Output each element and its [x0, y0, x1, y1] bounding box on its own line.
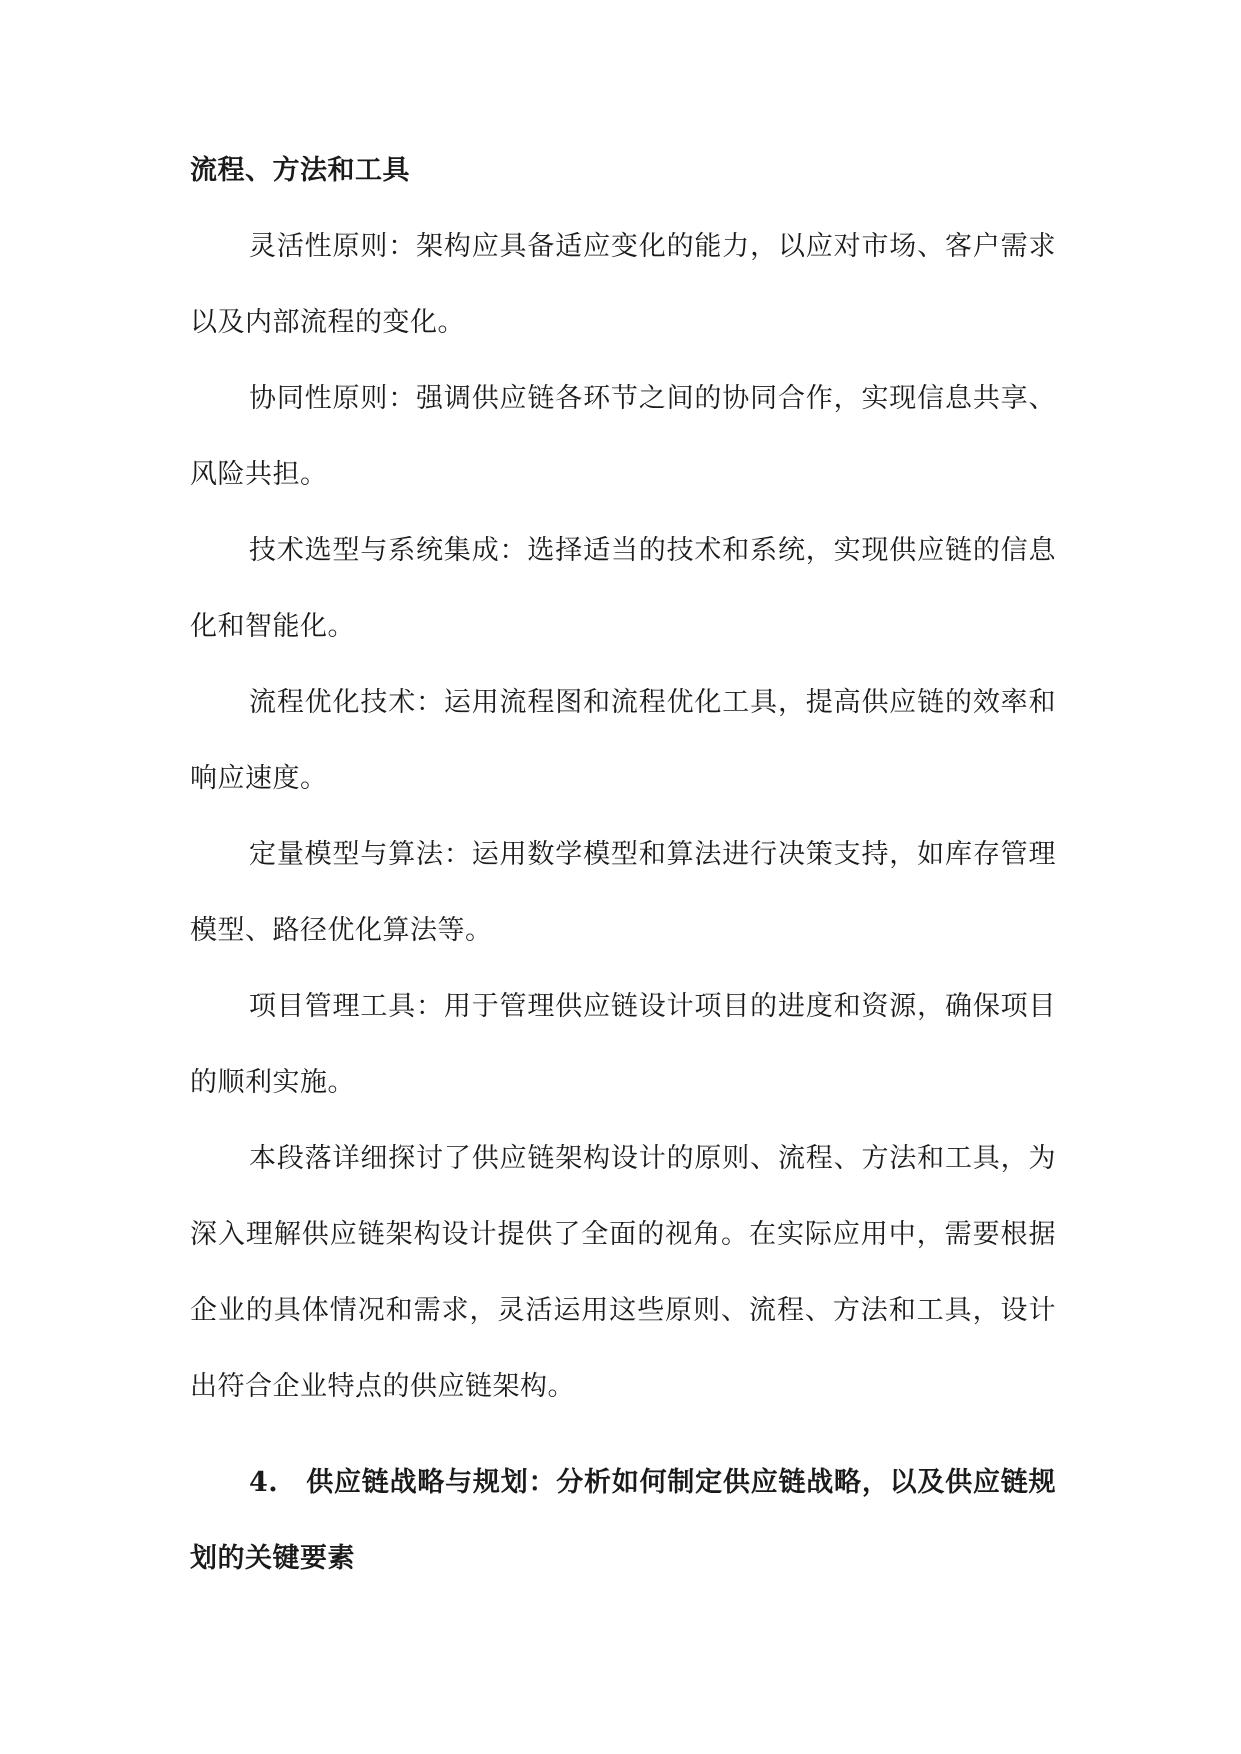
- paragraph-project-management-tools: 项目管理工具：用于管理供应链设计项目的进度和资源，确保项目的顺利实施。: [190, 991, 1056, 1098]
- paragraph-collaboration-principle: 协同性原则：强调供应链各环节之间的协同合作，实现信息共享、风险共担。: [190, 383, 1056, 490]
- paragraph-flexibility-principle: 灵活性原则：架构应具备适应变化的能力，以应对市场、客户需求以及内部流程的变化。: [190, 231, 1056, 338]
- paragraph-technology-selection: 技术选型与系统集成：选择适当的技术和系统，实现供应链的信息化和智能化。: [190, 535, 1056, 642]
- continued-section-heading: 流程、方法和工具: [190, 155, 410, 186]
- paragraph-process-optimization: 流程优化技术：运用流程图和流程优化工具，提高供应链的效率和响应速度。: [190, 687, 1056, 794]
- paragraph-summary: 本段落详细探讨了供应链架构设计的原则、流程、方法和工具，为深入理解供应链架构设计提供了全面的视角。在实际应用中，需要根据企业的具体情况和需求，灵活运用这些原则、流程、方法和工具，设计出符合企业特点的供应链架构。: [190, 1143, 1056, 1402]
- section-4-heading: 4. 供应链战略与规划：分析如何制定供应链战略，以及供应链规划的关键要素: [190, 1467, 1056, 1574]
- paragraph-quantitative-models: 定量模型与算法：运用数学模型和算法进行决策支持，如库存管理模型、路径优化算法等。: [190, 839, 1056, 946]
